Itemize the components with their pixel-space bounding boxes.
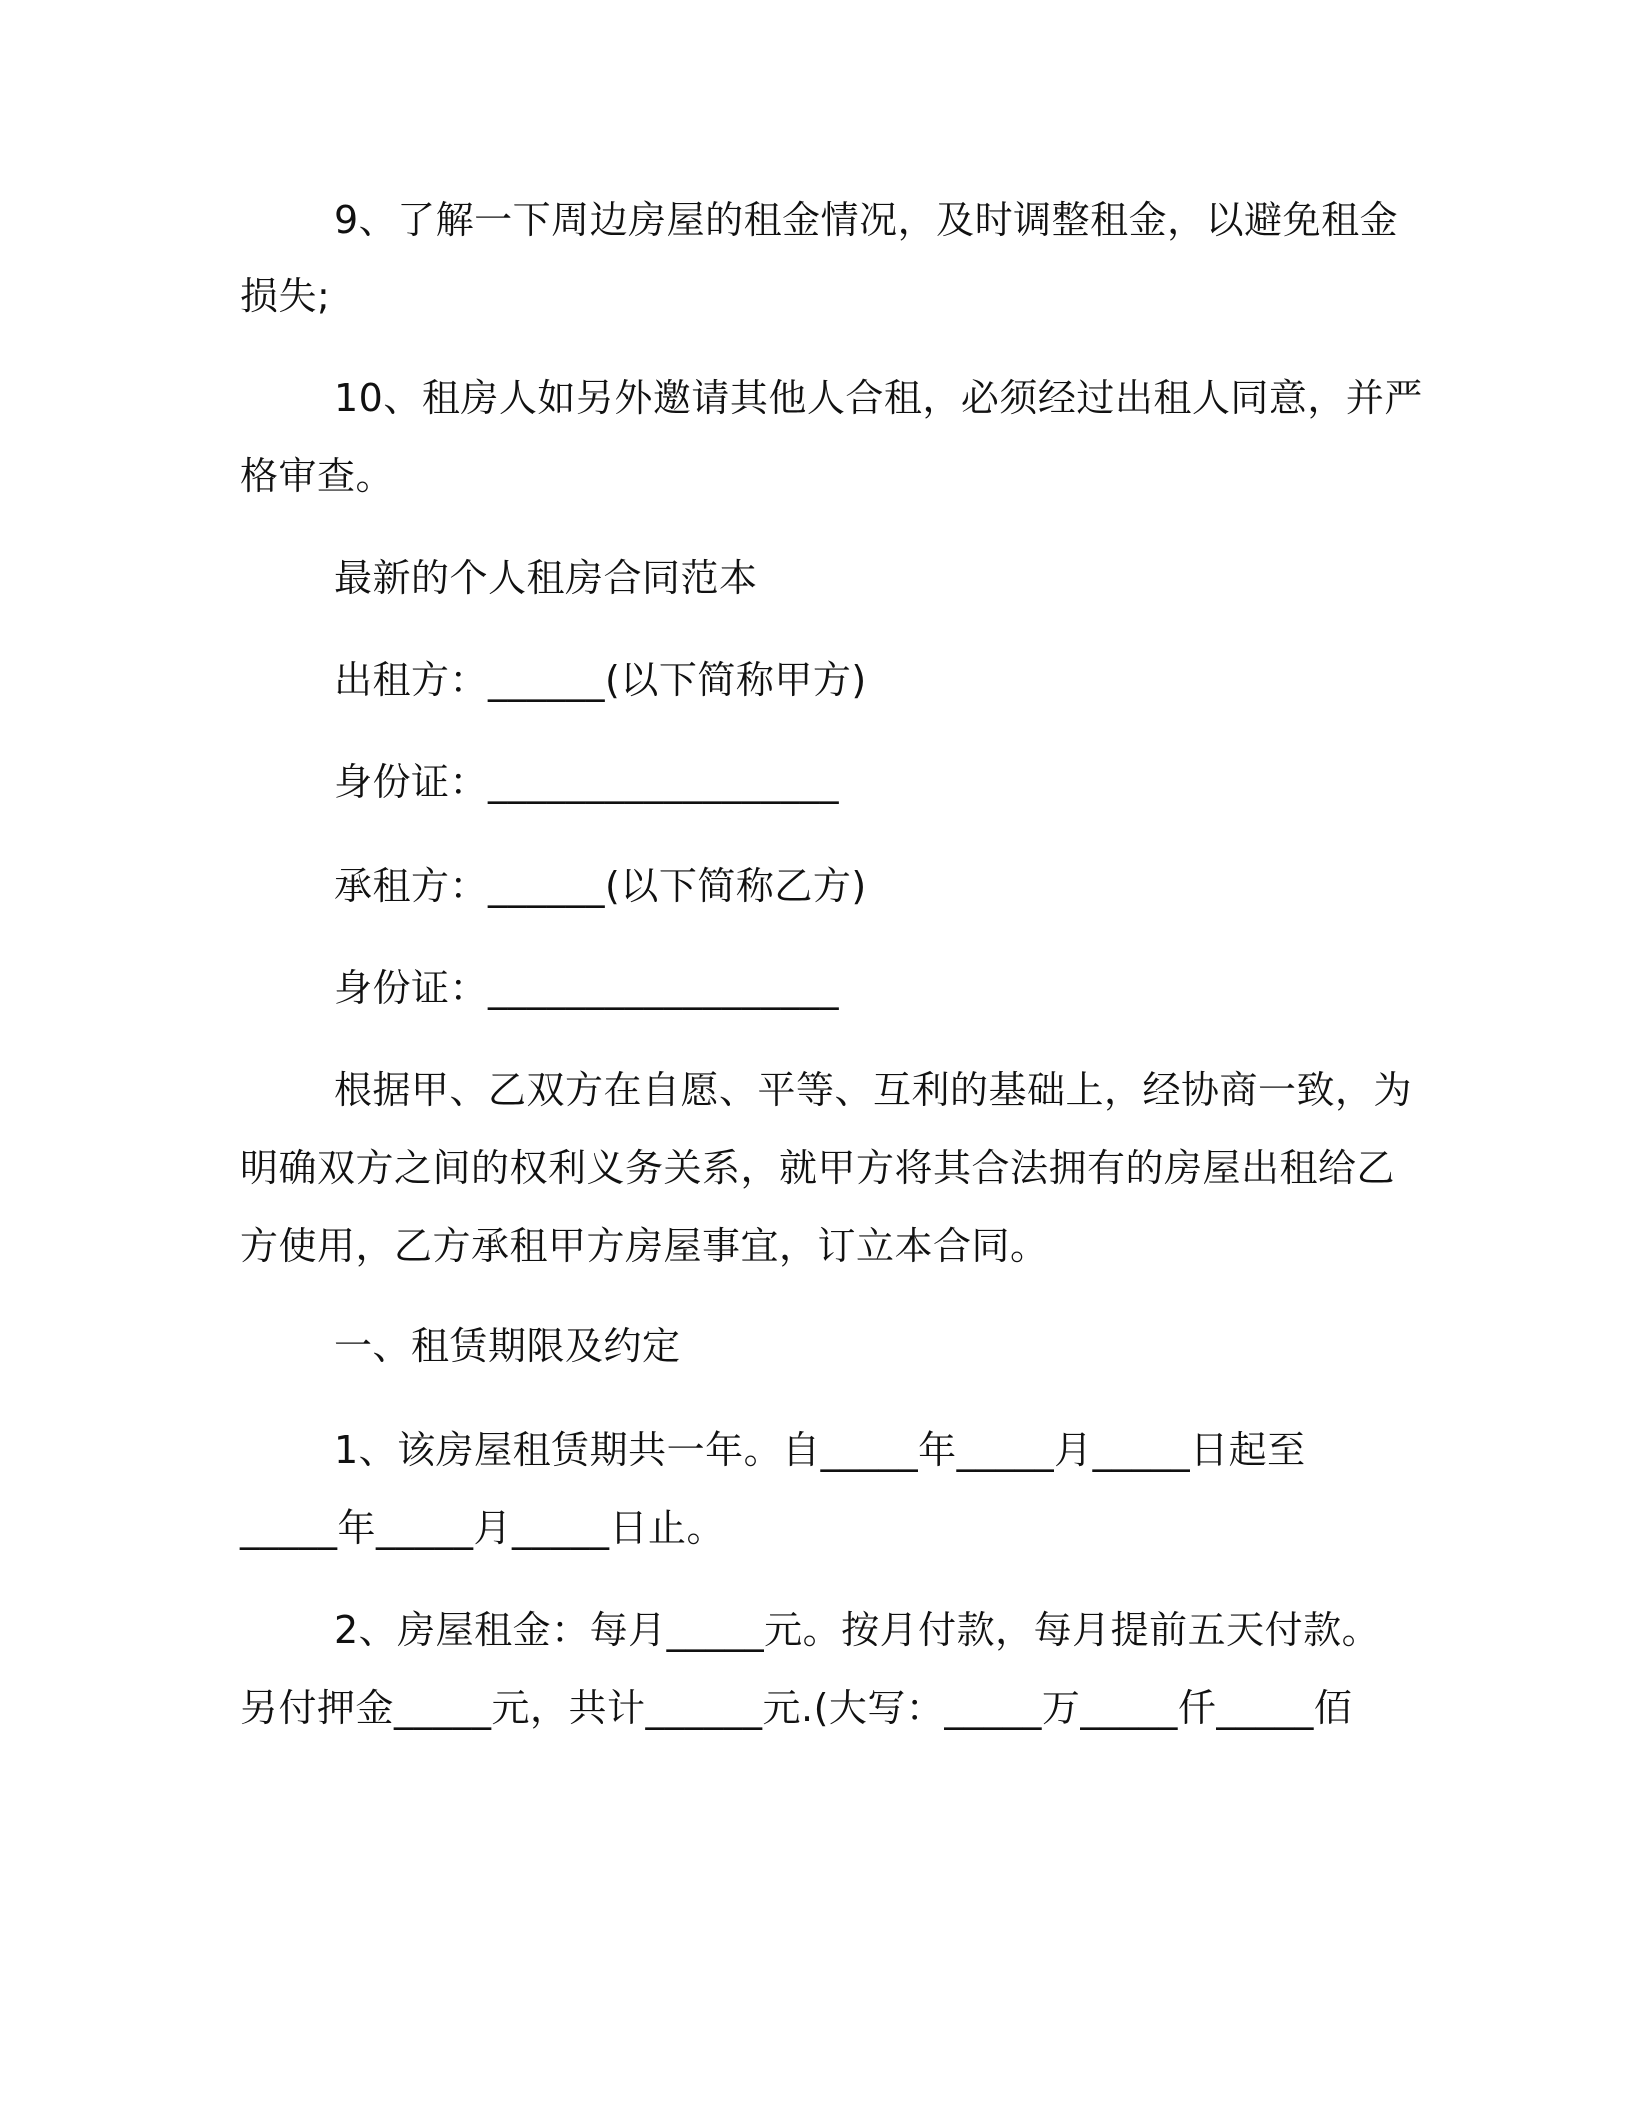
lessor-field: 出租方：______(以下简称甲方) bbox=[334, 658, 867, 702]
clause-2-line-2: 另付押金_____元，共计______元.(大写：_____万_____仟_____佰 bbox=[240, 1686, 1353, 1730]
lessee-id-field: 身份证：__________________ bbox=[334, 966, 840, 1010]
item-10-line-2: 格审查。 bbox=[240, 454, 395, 498]
lessor-id-field: 身份证：__________________ bbox=[334, 760, 840, 804]
preamble-line-1: 根据甲、乙双方在自愿、平等、互利的基础上，经协商一致，为 bbox=[334, 1068, 1413, 1112]
section-1-heading: 一、租赁期限及约定 bbox=[334, 1324, 681, 1368]
clause-1-line-2: _____年_____月_____日止。 bbox=[240, 1506, 726, 1550]
preamble-line-2: 明确双方之间的权利义务关系，就甲方将其合法拥有的房屋出租给乙 bbox=[240, 1146, 1396, 1190]
preamble-line-3: 方使用，乙方承租甲方房屋事宜，订立本合同。 bbox=[240, 1224, 1049, 1268]
lessee-field: 承租方：______(以下简称乙方) bbox=[334, 864, 867, 908]
clause-1-line-1: 1、该房屋租赁期共一年。自_____年_____月_____日起至 bbox=[334, 1428, 1306, 1472]
item-10-line-1: 10、租房人如另外邀请其他人合租，必须经过出租人同意，并严 bbox=[334, 376, 1423, 420]
contract-title: 最新的个人租房合同范本 bbox=[334, 556, 758, 600]
item-9-line-1: 9、了解一下周边房屋的租金情况，及时调整租金，以避免租金 bbox=[334, 198, 1399, 242]
clause-2-line-1: 2、房屋租金：每月_____元。按月付款，每月提前五天付款。 bbox=[334, 1608, 1381, 1652]
item-9-line-2: 损失; bbox=[240, 274, 331, 318]
